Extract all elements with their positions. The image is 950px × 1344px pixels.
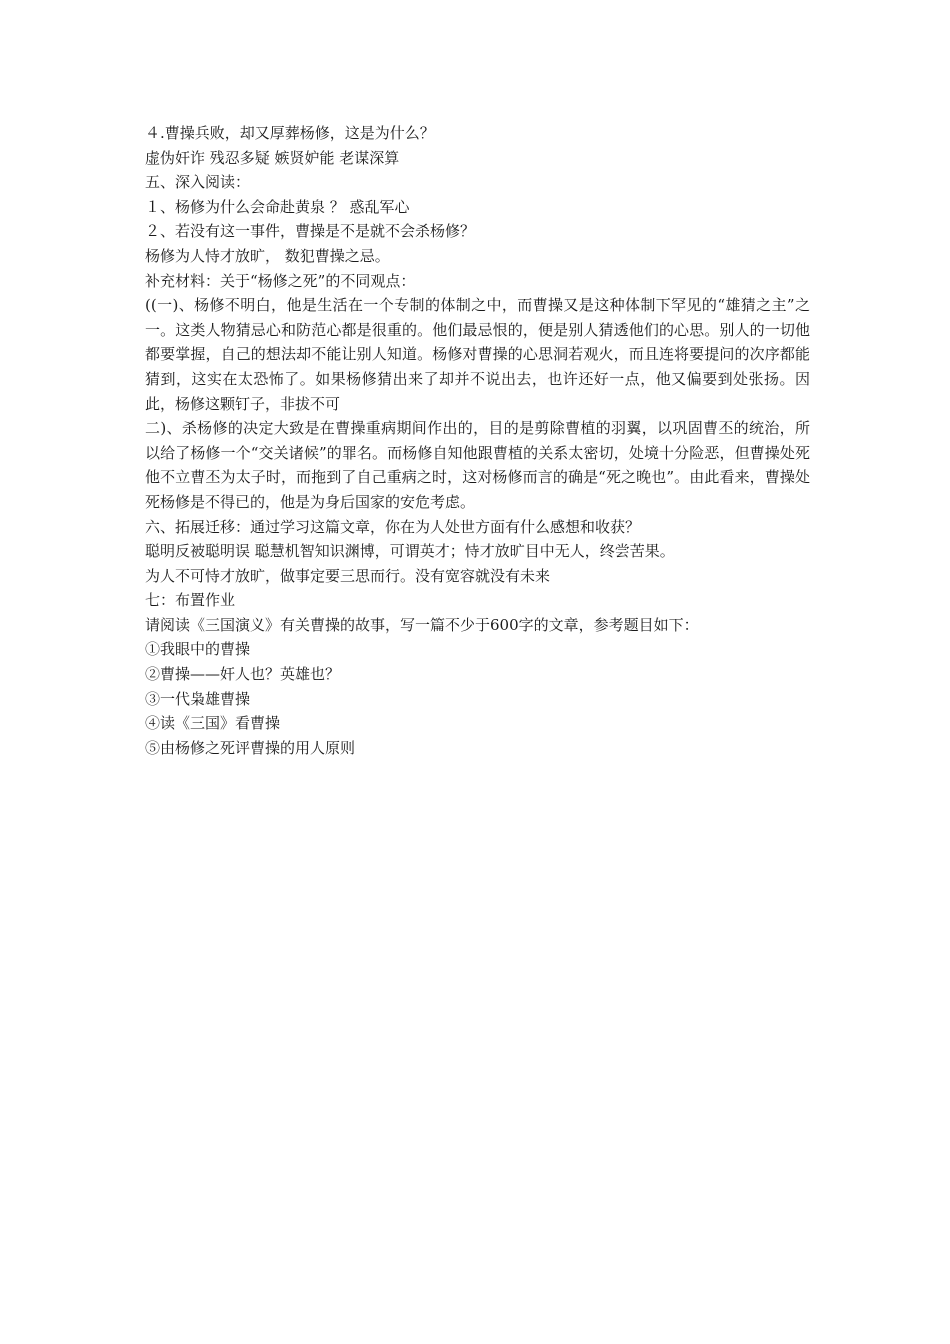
section-7-heading: 七：布置作业 xyxy=(145,591,236,610)
supplement-heading: 补充材料：关于“杨修之死”的不同观点： xyxy=(145,271,416,290)
section-6-answer-2: 为人不可恃才放旷，做事定要三思而行。没有宽容就没有未来 xyxy=(145,566,551,585)
topic-2: ②曹操——奸人也？英雄也？ xyxy=(145,665,341,684)
reading-answer-2: 杨修为人恃才放旷， 数犯曹操之忌。 xyxy=(145,246,390,265)
answer-4: 虚伪奸诈 残忍多疑 嫉贤妒能 老谋深算 xyxy=(145,148,400,167)
section-6-heading: 六、拓展迁移：通过学习这篇文章，你在为人处世方面有什么感想和收获？ xyxy=(145,517,641,536)
homework-instruction: 请阅读《三国演义》有关曹操的故事，写一篇不少于600字的文章，参考题目如下： xyxy=(145,615,699,634)
topic-4: ④读《三国》看曹操 xyxy=(145,714,281,733)
document-body xyxy=(145,121,810,760)
viewpoint-1-paragraph: ((一)、杨修不明白，他是生活在一个专制的体制之中，而曹操又是这种体制下罕见的“雄猜之主”之一。这类人物猜忌心和防范心都是很重的。他们最忌恨的，便是别人猜透他们的心思。别人的一切他都要掌握，自己的想法却不能让别人知道。杨修对曹操的心思洞若观火，而且连将要提问的次序都能猜到，这实在太恐怖了。如果杨修猜出来了却并不说出去，也许还好一点，他又偏要到处张扬。因此，杨修这颗钉子，非拔不可 xyxy=(145,296,810,413)
viewpoint-2-paragraph: 二)、杀杨修的决定大致是在曹操重病期间作出的，目的是剪除曹植的羽翼，以巩固曹丕的统治，所以给了杨修一个“交关诸候”的罪名。而杨修自知他跟曹植的关系太密切，处境十分险恶，但曹操处死他不立曹丕为太子时，而拖到了自己重病之时，这对杨修而言的确是“死之晚也”。由此看来，曹操处死杨修是不得已的，他是为身后国家的安危考虑。 xyxy=(145,419,810,511)
reading-question-1: １、杨修为什么会命赴黄泉 ？ 惑乱军心 xyxy=(145,197,410,216)
topic-5: ⑤由杨修之死评曹操的用人原则 xyxy=(145,738,356,757)
question-4: ４.曹操兵败，却又厚葬杨修，这是为什么？ xyxy=(145,124,435,142)
section-5-heading: 五、深入阅读： xyxy=(145,173,251,192)
topic-3: ③一代枭雄曹操 xyxy=(145,689,251,708)
reading-question-2: ２、若没有这一事件，曹操是不是就不会杀杨修？ xyxy=(145,222,476,241)
topic-1: ①我眼中的曹操 xyxy=(145,640,251,659)
section-6-answer-1: 聪明反被聪明误 聪慧机智知识渊博，可谓英才；恃才放旷目中无人，终尝苦果。 xyxy=(145,542,675,561)
